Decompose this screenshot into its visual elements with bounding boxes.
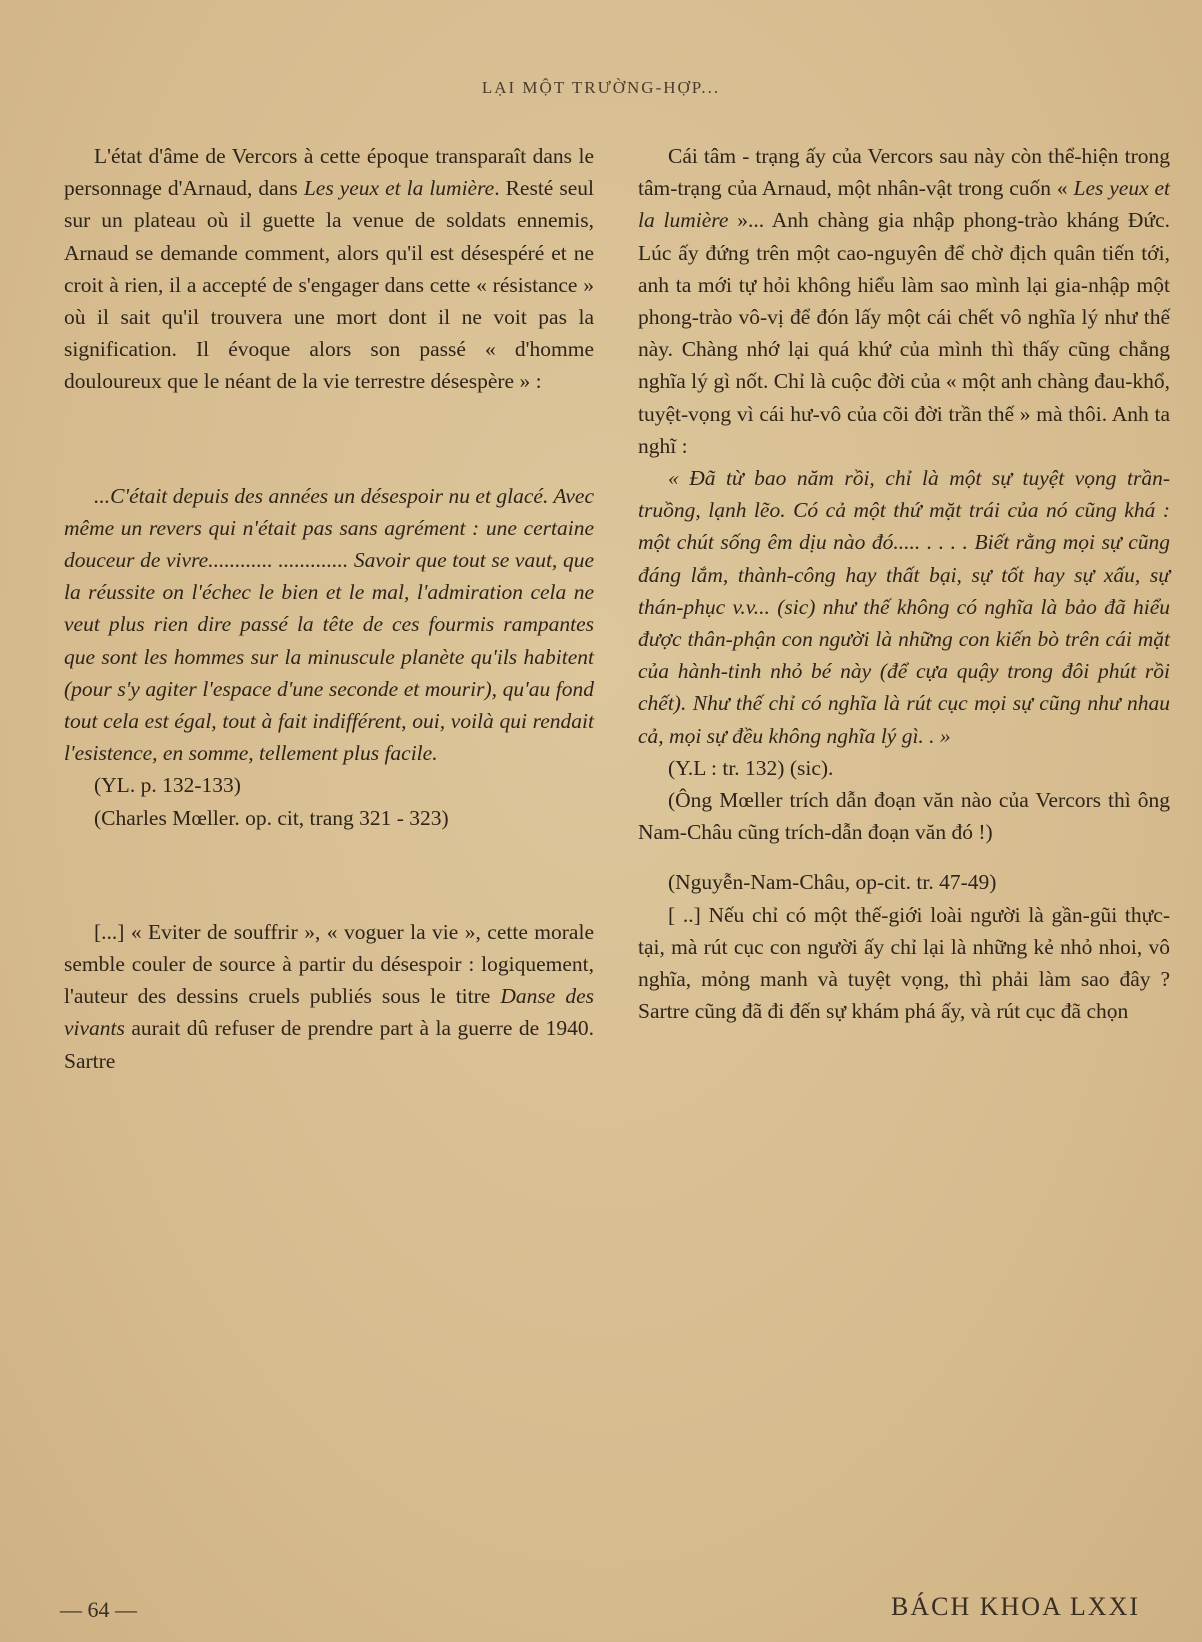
running-header: LẠI MỘT TRƯỜNG-HỢP... [481,78,721,97]
right-paragraph-2: [ ..] Nếu chỉ có một thế-giới loài người là gần-gũi thực-tại, mà rút cục con người ấy chỉ lại là những kẻ nhỏ nhoi, vô nghĩa, mỏng manh và tuyệt vọng, thì phải làm sao đây ? Sartre cũng đã đi đến sự khám phá ấy, và rút cục đã chọn [638,902,1170,1024]
right-paragraph-1: Cái tâm - trạng ấy của Vercors sau này còn thể-hiện trong tâm-trạng của Arnaud, một nhân-vật trong cuốn « Les yeux et la lumière »... Anh chàng gia nhập phong-trào kháng Đức. Lúc ấy đứng trên một cao-nguyên để chờ địch quân tiến tới, anh ta mới tự hỏi không hiểu làm sao mình lại gia-nhập một phong-trào vô-vị để đón lấy một cái chết vô nghĩa lý như thế này. Chàng nhớ lại quá khứ của mình thì thấy cũng chẳng nghĩa lý gì nốt. Chỉ là cuộc đời của « một anh chàng đau-khổ, tuyệt-vọng vì cái hư-vô của cõi đời trần thế » mà thôi. Anh ta nghĩ : [638,144,1171,458]
book-title-vn: Les yeux et la lumière [638,176,1171,233]
left-paragraph-1: L'état d'âme de Vercors à cette époque transparaît dans le personnage d'Arnaud, dans Les yeux et la lumière. Resté seul sur un plateau où il guette la venue de soldats ennemis, Arnaud se demande comment, alors qu'il est désespéré et ne croit à rien, il a accepté de s'engager dans cette « résistance » où il sait qu'il trouvera une mort dont il ne voit pas la signification. Il évoque alors son passé « d'homme douloureux que le néant de la vie terrestre désespère » : [64,144,594,394]
right-citation-2: (Ông Mœller trích dẫn đoạn văn nào của Vercors thì ông Nam-Châu cũng trích-dẫn đoạn văn đó !) [638,788,1170,845]
book-title-2: Danse des vivants [64,984,594,1041]
right-citation-1: (Y.L : tr. 132) (sic). [668,755,834,780]
page-number: — 64 — [60,1597,137,1622]
right-column [638,140,1170,1027]
right-quote: « Đã từ bao năm rồi, chỉ là một sự tuyệt vọng trần-truồng, lạnh lẽo. Có cả một thứ mặt trái của nó cũng khá : một chút sống êm dịu nào đó..... . . . . Biết rằng mọi sự cũng đáng lắm, thành-công hay thất bại, sự tốt hay sự xấu, sự thán-phục v.v... (sic) như thế không có nghĩa là bảo đã hiểu được thân-phận con người là những con kiến bò trên cái mặt của hành-tinh nhỏ bé này (để cựa quậy trong đôi phút rồi chết). Như thế chỉ có nghĩa là rút cục mọi sự cũng như nhau cả, mọi sự đều không nghĩa lý gì. . » [638,466,1170,748]
left-paragraph-2: [...] « Eviter de souffrir », « voguer la vie », cette morale semble couler de source à partir du désespoir : logiquement, l'auteur des dessins cruels publiés sous le titre Danse des vivants aurait dû refuser de prendre part à la guerre de 1940. Sartre [64,919,594,1073]
left-column [64,140,594,1077]
book-title: Les yeux et la lumière [303,176,495,201]
right-citation-3: (Nguyễn-Nam-Châu, op-cit. tr. 47-49) [668,870,997,895]
left-citation-2: (Charles Mœller. op. cit, trang 321 - 323) [94,805,449,830]
left-citation-1: (YL. p. 132-133) [94,773,241,798]
left-quote: ...C'était depuis des années un désespoir nu et glacé. Avec même un revers qui n'était pas sans agrément : une certaine douceur de vivre............ ............. Savoir que tout se vaut, que la réussite on l'échec le bien et le mal, l'admiration cela ne veut plus rien dire passé la tête de ces fourmis rampantes que sont les hommes sur la minuscule planète qu'ils habitent (pour s'y agiter l'espace d'une seconde et mourir), qu'au fond tout cela est égal, tout à fait indifférent, oui, voilà qui rendait l'esistence, en somme, tellement plus facile. [64,483,594,766]
journal-name: BÁCH KHOA LXXI [891,1592,1140,1621]
